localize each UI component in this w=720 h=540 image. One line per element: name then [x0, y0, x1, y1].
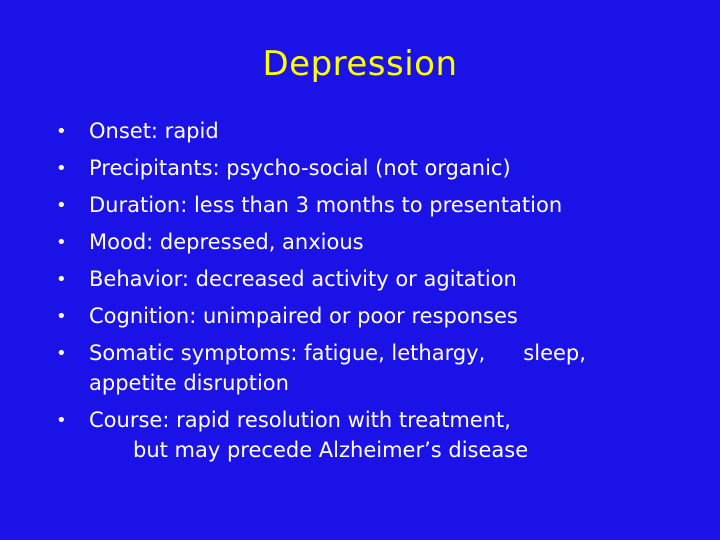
bullet-item-duration: [56, 187, 696, 224]
bullet-item-somatic: [56, 335, 696, 398]
bullet-text: Behavior: decreased activity or agitation: [89, 267, 517, 291]
bullet-item-cognition: [56, 298, 696, 335]
bullet-text: Cognition: unimpaired or poor responses: [89, 304, 518, 328]
bullet-icon: •: [56, 343, 67, 364]
bullet-icon: •: [56, 410, 67, 431]
bullet-continuation-line: appetite disruption: [89, 371, 289, 395]
bullet-text: Precipitants: psycho-social (not organic): [89, 156, 511, 180]
bullet-icon: •: [56, 232, 67, 253]
bullet-icon: •: [56, 306, 67, 327]
bullet-text: Somatic symptoms: fatigue, lethargy,: [89, 341, 486, 365]
bullet-icon: •: [56, 121, 67, 142]
bullet-item-onset: [56, 113, 696, 150]
bullet-icon: •: [56, 158, 67, 179]
bullet-item-behavior: [56, 261, 696, 298]
bullet-text: Onset: rapid: [89, 119, 219, 143]
bullet-list: [56, 113, 696, 465]
bullet-item-course: [56, 402, 696, 465]
bullet-text-continued: sleep,: [523, 341, 586, 365]
bullet-text: Mood: depressed, anxious: [89, 230, 364, 254]
bullet-item-precipitants: [56, 150, 696, 187]
bullet-icon: •: [56, 269, 67, 290]
bullet-continuation-line: but may precede Alzheimer’s disease: [133, 438, 529, 462]
bullet-item-mood: [56, 224, 696, 261]
slide-title: Depression: [262, 44, 458, 84]
bullet-text: Duration: less than 3 months to presentation: [89, 193, 563, 217]
bullet-text: Course: rapid resolution with treatment,: [89, 408, 511, 432]
bullet-icon: •: [56, 195, 67, 216]
